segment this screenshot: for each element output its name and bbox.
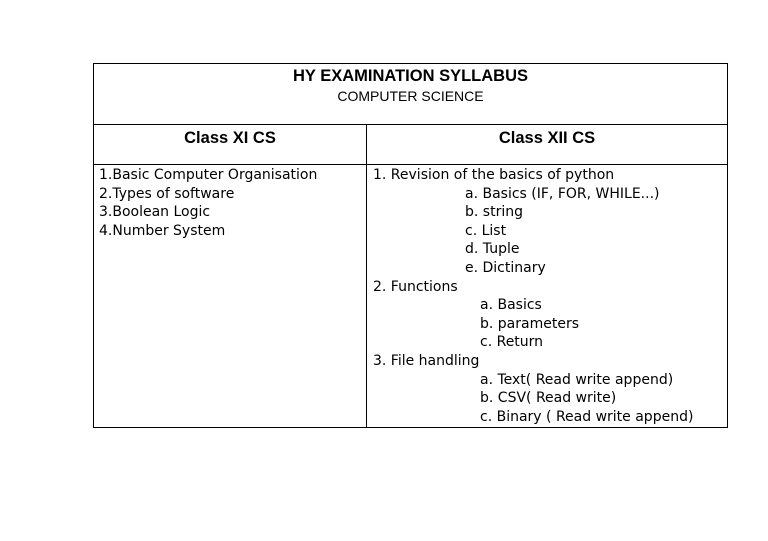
list-item: a. Basics — [480, 297, 542, 314]
title-row — [94, 64, 727, 125]
syllabus-body-row — [94, 165, 727, 427]
list-item: 3.Boolean Logic — [99, 204, 211, 221]
list-item: b. CSV( Read write) — [480, 390, 617, 407]
section-title: 3. File handling — [373, 352, 480, 369]
syllabus-table — [93, 63, 728, 428]
list-item: e. Dictinary — [465, 259, 546, 276]
list-item: c. Return — [480, 334, 544, 351]
section-title: 1. Revision of the basics of python — [373, 167, 615, 183]
list-item: b. string — [465, 204, 523, 221]
list-item: a. Basics (IF, FOR, WHILE...) — [465, 185, 660, 202]
column-header-row — [94, 125, 727, 165]
class-xii-topics — [373, 166, 725, 428]
list-item: 2.Types of software — [99, 185, 235, 202]
list-item: c. List — [465, 222, 507, 239]
list-item: b. parameters — [480, 315, 579, 332]
list-item: a. Text( Read write append) — [480, 371, 674, 388]
page-title: HY EXAMINATION SYLLABUS — [293, 67, 528, 85]
section-title: 2. Functions — [373, 278, 458, 295]
list-item: 4.Number System — [99, 222, 226, 239]
list-item: 1.Basic Computer Organisation — [99, 167, 318, 183]
column-header-class-xii: Class XII CS — [498, 129, 596, 147]
page-subtitle: COMPUTER SCIENCE — [337, 88, 484, 104]
class-xi-topics — [99, 166, 364, 428]
list-item: d. Tuple — [465, 241, 520, 258]
column-header-class-xi: Class XI CS — [184, 129, 276, 147]
list-item: c. Binary ( Read write append) — [480, 408, 694, 425]
